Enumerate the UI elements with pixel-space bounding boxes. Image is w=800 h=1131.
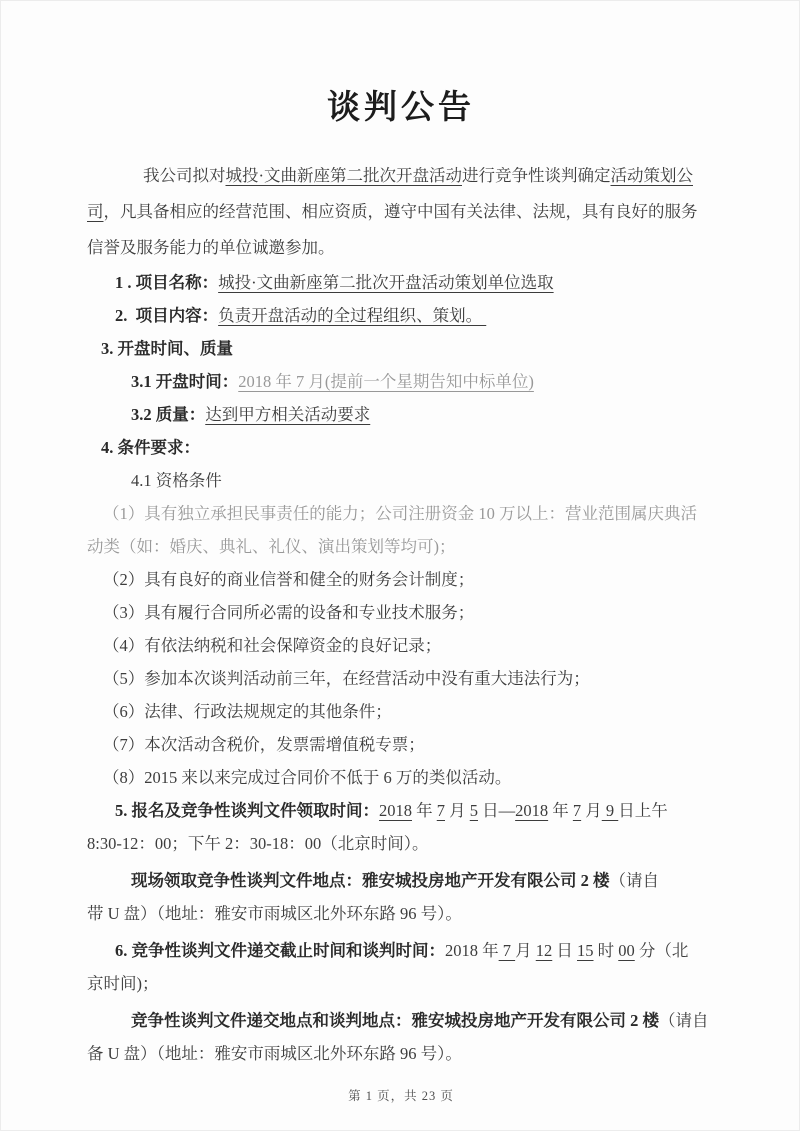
item-3-1-value: 2018 年 7 月(提前一个星期告知中标单位): [238, 372, 534, 391]
item-2-value: 负责开盘活动的全过程组织、策划。: [218, 306, 487, 325]
item-6-month: 7: [498, 941, 516, 960]
item-6-minute: 00: [618, 941, 635, 960]
item-6-sep-day: 日: [552, 941, 577, 960]
intro-line-3: 信誉及服务能力的单位诚邀参加。: [87, 238, 335, 257]
item-1-project-name: [87, 266, 715, 299]
item-6-sep-month: 月: [515, 941, 536, 960]
item-5-morning: 日上午: [618, 801, 668, 820]
item-5-month-1: 7: [436, 801, 445, 820]
item-5-day-1: 5: [469, 801, 478, 820]
item-5-dash: 日—: [478, 801, 516, 820]
intro-mid: 进行竞争性谈判确定: [462, 166, 611, 185]
item-6-deadline-line-2: 京时间)；: [87, 974, 159, 993]
condition-2: （2）具有良好的商业信誉和健全的财务会计制度；: [103, 570, 475, 589]
item-5-pickup-place-line-2: 带 U 盘）（地址：雅安市雨城区北外环东路 96 号）。: [87, 904, 462, 923]
item-1-value: 城投·文曲新座第二批次开盘活动策划单位选取: [218, 273, 554, 292]
item-5-label: 5. 报名及竞争性谈判文件领取时间：: [115, 801, 379, 820]
item-6-place-tail: （请自: [659, 1011, 709, 1030]
page-title: 谈判公告: [327, 90, 475, 126]
intro-line-1: [87, 158, 715, 194]
condition-6: （6）法律、行政法规规定的其他条件；: [103, 702, 392, 721]
item-3-2-label: 3.2 质量：: [131, 405, 206, 424]
item-3-2-quality: [87, 398, 715, 431]
intro-paragraph: [87, 158, 715, 266]
item-6-deadline-line-1: [87, 934, 715, 967]
item-5-year-1: 2018: [379, 801, 412, 820]
condition-7: （7）本次活动含税价，发票需增值税专票；: [103, 735, 425, 754]
item-4-heading: 4. 条件要求：: [101, 438, 200, 457]
item-6-place-label: 竞争性谈判文件递交地点和谈判地点：雅安城投房地产开发有限公司 2 楼: [131, 1011, 659, 1030]
condition-8: （8）2015 来以来完成过合同价不低于 6 万的类似活动。: [103, 768, 512, 787]
item-5-pickup-time-line-1: [87, 794, 715, 827]
item-6-submit-place-line-2: 备 U 盘）（地址：雅安市雨城区北外环东路 96 号）。: [87, 1044, 462, 1063]
item-3-heading: 3. 开盘时间、质量: [101, 339, 233, 358]
page-number: 第 1 页，共 23 页: [348, 1089, 454, 1103]
item-6-label: 6. 竞争性谈判文件递交截止时间和谈判时间：: [115, 941, 445, 960]
condition-1-line-1: （1）具有独立承担民事责任的能力；公司注册资金 10 万以上：营业范围属庆典活: [103, 504, 697, 523]
item-6-submit-place: [87, 1004, 715, 1037]
item-5-pickup-place: [87, 864, 715, 897]
item-5-pickup-time-line-2: 8:30-12：00；下午 2：30-18：00（北京时间）。: [87, 834, 429, 853]
item-5-month-2: 7: [572, 801, 582, 820]
item-5-sep-year-2: 年: [548, 801, 573, 820]
item-6-day: 12: [535, 941, 553, 960]
item-2-project-content: [87, 299, 715, 332]
item-6-hour: 15: [577, 941, 594, 960]
condition-4: （4）有依法纳税和社会保障资金的良好记录；: [103, 636, 442, 655]
item-3-1-label: 3.1 开盘时间：: [131, 372, 239, 391]
intro-pre: 我公司拟对: [143, 166, 226, 185]
item-2-label: 2. 项目内容：: [115, 306, 219, 325]
item-5-place-label: 现场领取竞争性谈判文件地点：雅安城投房地产开发有限公司 2 楼: [131, 871, 610, 890]
condition-1-line-2: 动类（如：婚庆、典礼、礼仪、演出策划等均可)；: [87, 537, 456, 556]
item-4-1-heading: 4.1 资格条件: [131, 471, 222, 490]
condition-3: （3）具有履行合同所必需的设备和专业技术服务；: [103, 603, 475, 622]
item-5-day-2: 9: [601, 801, 619, 820]
project-name-underlined: 城投·文曲新座第二批次开盘活动: [225, 166, 462, 185]
condition-5: （5）参加本次谈判活动前三年，在经营活动中没有重大违法行为；: [103, 669, 590, 688]
intro-line-2-rest: ，凡具备相应的经营范围、相应资质，遵守中国有关法律、法规，具有良好的服务: [103, 202, 698, 221]
item-5-place-tail: （请自: [609, 871, 659, 890]
item-5-sep-year: 年: [412, 801, 437, 820]
planning-company-cont: 司: [87, 202, 104, 221]
item-3-2-value: 达到甲方相关活动要求: [205, 405, 371, 424]
item-1-label: 1 . 项目名称：: [115, 273, 219, 292]
item-6-pre: 2018 年: [445, 941, 499, 960]
item-5-sep-month: 月: [445, 801, 470, 820]
item-3-1-opening-time: [87, 365, 715, 398]
planning-company-underlined: 活动策划公: [610, 166, 693, 185]
intro-line-2: [87, 194, 715, 230]
item-5-year-2: 2018: [515, 801, 549, 820]
item-6-sep-minute: 分（北: [634, 941, 689, 960]
item-6-sep-hour: 时: [593, 941, 619, 960]
item-5-sep-month-2: 月: [581, 801, 602, 820]
